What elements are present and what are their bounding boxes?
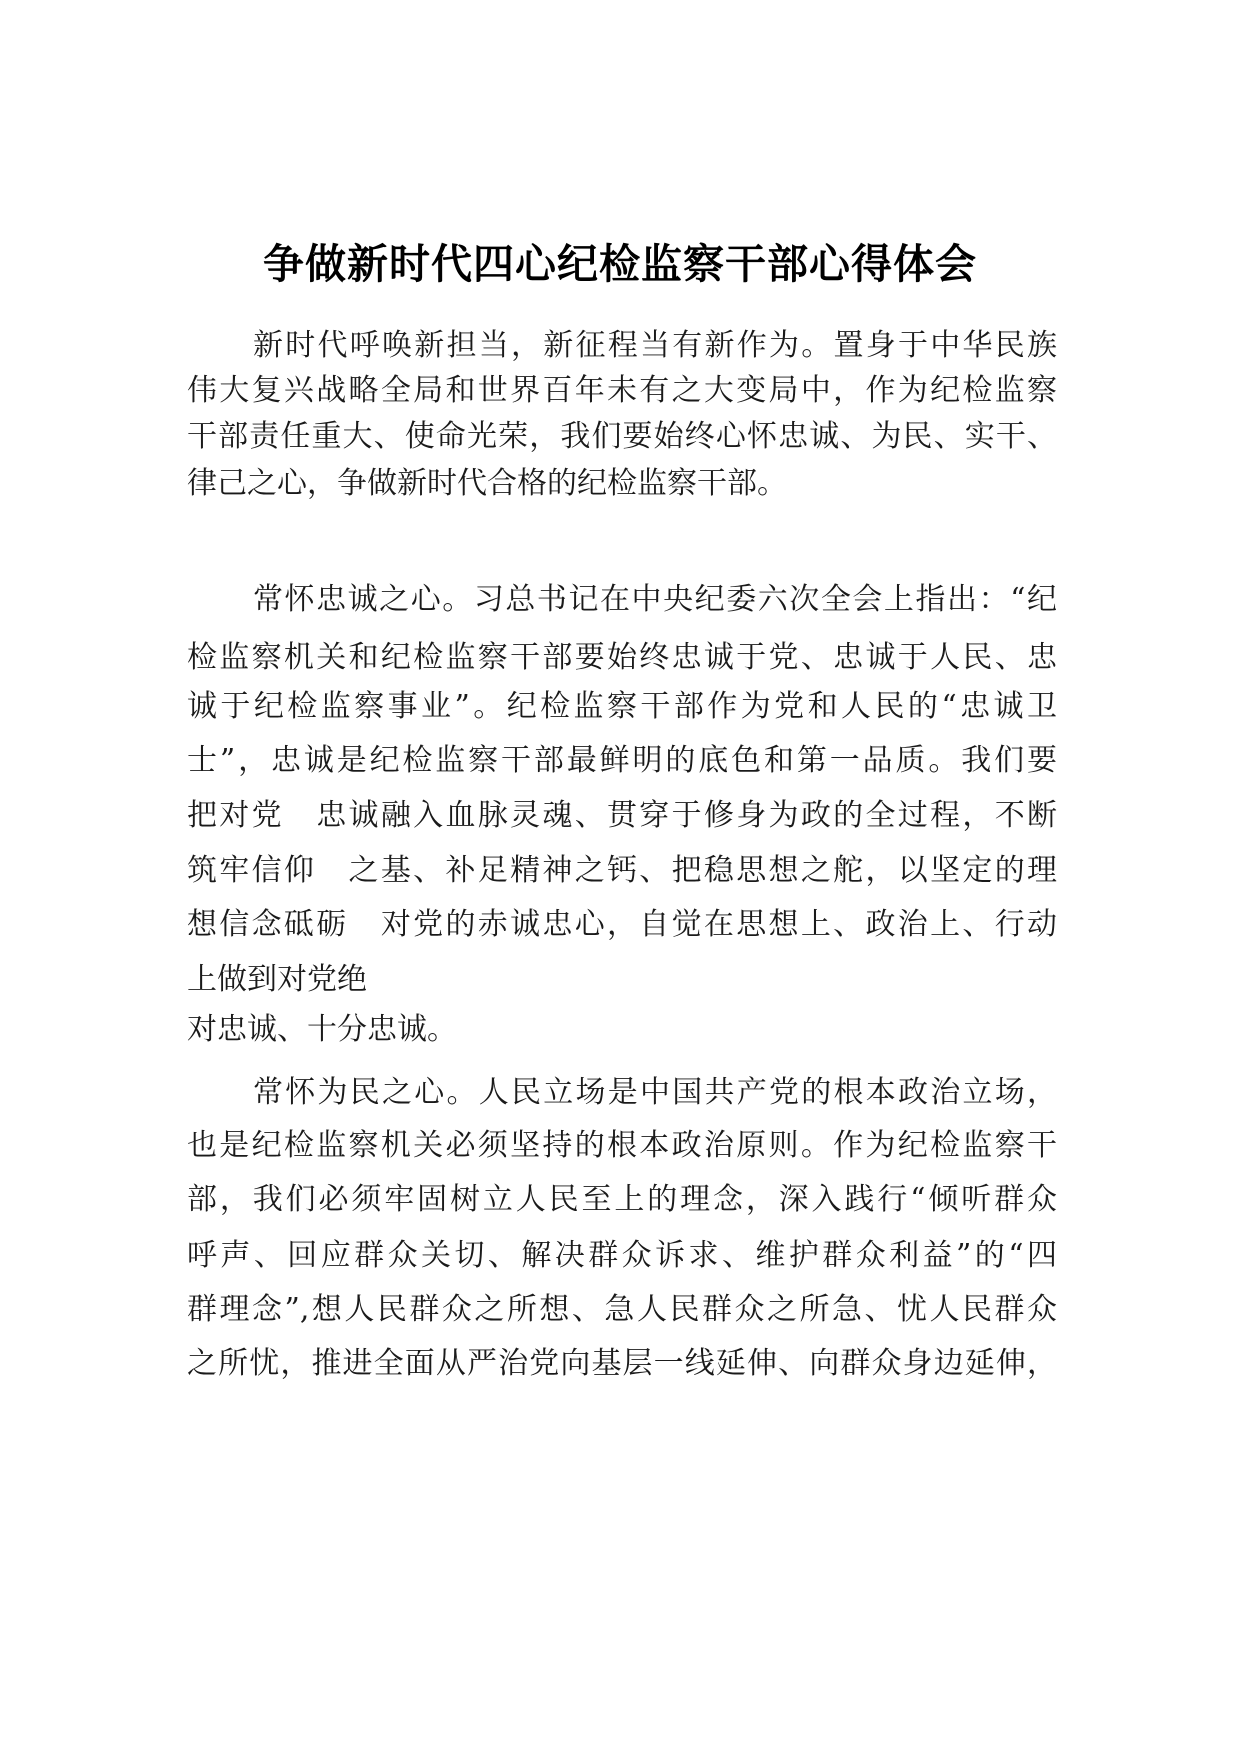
paragraph-1-line-2: 伟大复兴战略全局和世界百年未有之大变局中，作为纪检监察 <box>187 373 1057 408</box>
paragraph-3-line-4: 呼声、回应群众关切、解决群众诉求、维护群众利益”的“四 <box>187 1238 1057 1273</box>
paragraph-1-line-3: 干部责任重大、使命光荣，我们要始终心怀忠诚、为民、实干、 <box>187 419 1057 454</box>
paragraph-2-line-6: 筑牢信仰 之基、补足精神之钙、把稳思想之舵，以坚定的理 <box>187 853 1057 888</box>
paragraph-3-line-1: 常怀为民之心。人民立场是中国共产党的根本政治立场， <box>253 1075 1057 1110</box>
paragraph-3-line-3: 部，我们必须牢固树立人民至上的理念，深入践行“倾听群众 <box>187 1182 1057 1217</box>
paragraph-2-line-5: 把对党 忠诚融入血脉灵魂、贯穿于修身为政的全过程，不断 <box>187 798 1057 833</box>
paragraph-1-line-4: 律己之心，争做新时代合格的纪检监察干部。 <box>187 466 787 501</box>
paragraph-2-line-2: 检监察机关和纪检监察干部要始终忠诚于党、忠诚于人民、忠 <box>187 640 1057 675</box>
paragraph-3-line-2: 也是纪检监察机关必须坚持的根本政治原则。作为纪检监察干 <box>187 1128 1057 1163</box>
paragraph-2-line-4: 士”，忠诚是纪检监察干部最鲜明的底色和第一品质。我们要 <box>187 743 1057 778</box>
paragraph-2-line-3: 诚于纪检监察事业”。纪检监察干部作为党和人民的“忠诚卫 <box>187 689 1057 724</box>
paragraph-2-line-9: 对忠诚、十分忠诚。 <box>187 1012 457 1047</box>
paragraph-3-line-5: 群理念”,想人民群众之所想、急人民群众之所急、忧人民群众 <box>187 1292 1057 1327</box>
paragraph-2-line-1: 常怀忠诚之心。习总书记在中央纪委六次全会上指出：“纪 <box>253 582 1057 617</box>
paragraph-3-line-6: 之所忧，推进全面从严治党向基层一线延伸、向群众身边延伸， <box>187 1346 1057 1381</box>
paragraph-2-line-7: 想信念砥砺 对党的赤诚忠心，自觉在思想上、政治上、行动 <box>187 907 1057 942</box>
paragraph-1-line-1: 新时代呼唤新担当，新征程当有新作为。置身于中华民族 <box>253 328 1057 363</box>
paragraph-2-line-8: 上做到对党绝 <box>187 962 367 997</box>
document-title: 争做新时代四心纪检监察干部心得体会 <box>263 240 977 288</box>
